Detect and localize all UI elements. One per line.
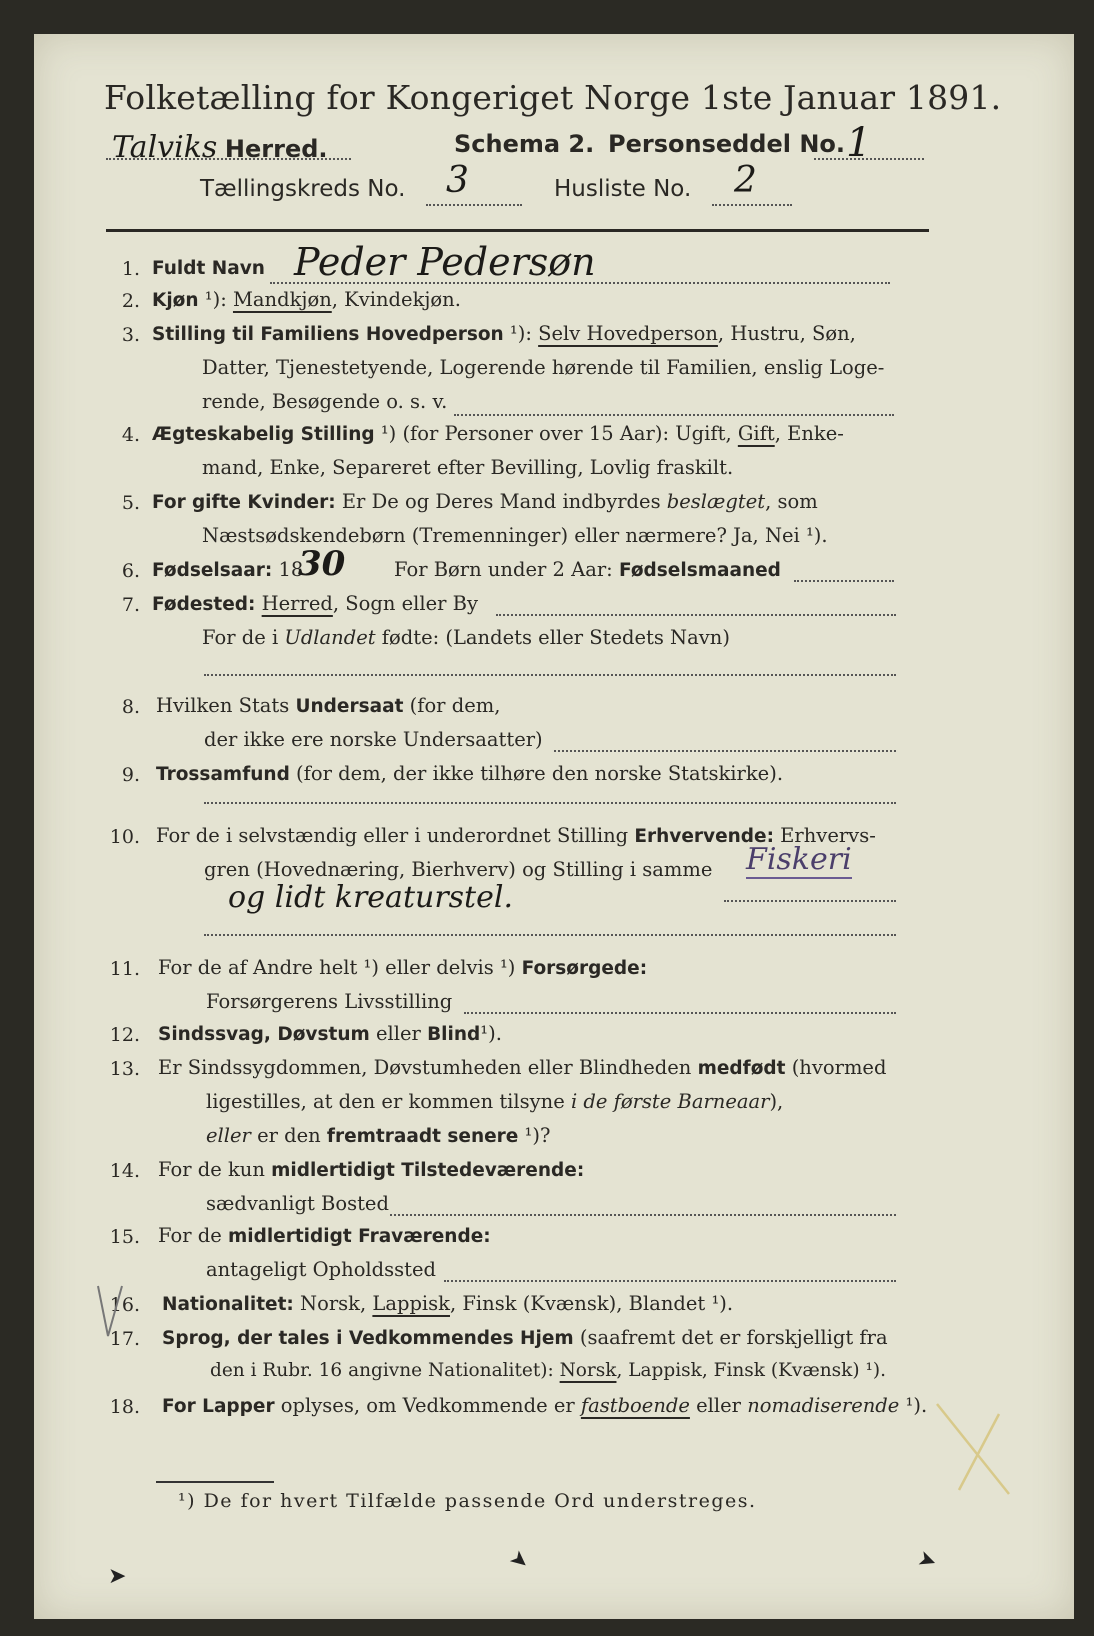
item-number: 12.	[109, 1024, 140, 1046]
item5-line1: For gifte Kvinder: Er De og Deres Mand indbyrdes beslægtet, som	[152, 490, 818, 513]
item-number: 17.	[109, 1328, 140, 1350]
item7-line1: Fødested: Herred, Sogn eller By	[152, 592, 479, 615]
item13-line1: Er Sindssygdommen, Døvstumheden eller Blindheden medfødt (hvormed	[158, 1056, 887, 1079]
husliste-number: 2	[734, 160, 757, 201]
item16-line1: Nationalitet: Norsk, Lappisk, Finsk (Kvænsk), Blandet ¹).	[162, 1292, 734, 1315]
corner-mark-right: ➤	[914, 1545, 941, 1576]
item3-dots	[454, 414, 894, 416]
item18-line1: For Lapper oplyses, om Vedkommende er fastboende eller nomadiserende ¹).	[162, 1394, 928, 1417]
item14-line1: For de kun midlertidigt Tilstedeværende:	[158, 1158, 585, 1181]
husliste-dots	[712, 204, 792, 206]
item-number: 4.	[121, 424, 140, 446]
item-number: 10.	[109, 826, 140, 848]
item-number: 8.	[121, 696, 140, 718]
personseddel-number: 1	[846, 120, 872, 166]
item8-line1: Hvilken Stats Undersaat (for dem,	[156, 694, 501, 717]
form-title: Folketælling for Kongeriget Norge 1ste Januar 1891.	[104, 78, 1002, 117]
item10-dots-2	[204, 934, 896, 936]
birth-year-answer: 30	[298, 544, 346, 584]
item3-line1: Stilling til Familiens Hovedperson ¹): Selv Hovedperson, Hustru, Søn,	[152, 322, 856, 345]
item12-line1: Sindssvag, Døvstum eller Blind¹).	[158, 1022, 502, 1045]
item-number: 16.	[109, 1294, 140, 1316]
item-number: 7.	[121, 594, 140, 616]
item8-dots	[554, 750, 896, 752]
husliste-label: Husliste No.	[554, 176, 692, 202]
item17-line2: den i Rubr. 16 angivne Nationalitet): Norsk, Lappisk, Finsk (Kvænsk) ¹).	[210, 1360, 886, 1381]
item11-dots	[464, 1012, 896, 1014]
item-number: 14.	[109, 1160, 140, 1182]
item-number: 6.	[121, 560, 140, 582]
item8-line2: der ikke ere norske Undersaatter)	[204, 728, 543, 751]
personseddel-dots	[814, 158, 924, 160]
kreds-number: 3	[446, 160, 469, 201]
item9-line1: Trossamfund (for dem, der ikke tilhøre den norske Statskirke).	[156, 762, 784, 785]
full-name-answer: Peder Pedersøn	[294, 240, 596, 284]
item13-line2: ligestilles, at den er kommen tilsyne i de første Barneaar),	[206, 1090, 784, 1113]
item-number: 3.	[121, 324, 140, 346]
herred-dots	[106, 158, 351, 160]
item10-line1: For de i selvstændig eller i underordnet Stilling Erhvervende: Erhvervs-	[156, 824, 876, 847]
footnote: ¹) De for hvert Tilfælde passende Ord understreges.	[178, 1490, 757, 1512]
herred-label: Herred.	[224, 135, 328, 163]
occupation-answer-2: og lidt kreaturstel.	[228, 880, 513, 915]
item4-line2: mand, Enke, Separeret efter Bevilling, Lovlig fraskilt.	[202, 456, 734, 479]
kreds-label: Tællingskreds No.	[200, 176, 406, 202]
census-form-sheet	[34, 34, 1074, 1619]
header-rule	[106, 229, 929, 232]
item-number: 9.	[121, 764, 140, 786]
item-number: 15.	[109, 1226, 140, 1248]
footnote-rule	[156, 1481, 274, 1483]
item14-dots	[390, 1214, 896, 1216]
item11-line1: For de af Andre helt ¹) eller delvis ¹) Forsørgede:	[158, 956, 648, 979]
item-number: 5.	[121, 492, 140, 514]
item6-rest: For Børn under 2 Aar: Fødselsmaaned	[394, 558, 781, 581]
item-number: 2.	[121, 290, 140, 312]
item3-line3: rende, Besøgende o. s. v.	[202, 390, 448, 413]
item7-dots-2	[204, 674, 896, 676]
item15-line2: antageligt Opholdssted	[206, 1258, 437, 1281]
pencil-v-mark	[92, 1282, 132, 1342]
item10-line2: gren (Hovednæring, Bierhverv) og Stilling i samme	[204, 858, 713, 881]
item5-line2: Næstsødskendebørn (Tremenninger) eller nærmere? Ja, Nei ¹).	[202, 524, 828, 547]
item15-line1: For de midlertidigt Fraværende:	[158, 1224, 491, 1247]
item1-label: Fuldt Navn	[152, 258, 265, 279]
item10-dots	[724, 900, 896, 902]
item14-line2: sædvanligt Bosted	[206, 1192, 389, 1215]
item6-label: Fødselsaar: 18	[152, 558, 304, 581]
item-number: 1.	[121, 258, 140, 280]
item7-dots	[496, 614, 896, 616]
item3-line2: Datter, Tjenestetyende, Logerende hørende til Familien, enslig Loge-	[202, 356, 885, 379]
item11-line2: Forsørgerens Livsstilling	[206, 990, 453, 1013]
item1-dots	[270, 282, 890, 284]
item-number: 13.	[109, 1058, 140, 1080]
occupation-answer-1: Fiskeri	[746, 842, 852, 877]
item-number: 18.	[109, 1396, 140, 1418]
corner-mark-left: ➤	[108, 1564, 127, 1589]
item15-dots	[444, 1280, 896, 1282]
item9-dots	[204, 802, 896, 804]
corner-mark-center: ➤	[504, 1544, 535, 1577]
item6-dots	[794, 580, 894, 582]
item2-text: Kjøn ¹): Mandkjøn, Kvindekjøn.	[152, 288, 461, 311]
item-number: 11.	[109, 958, 140, 980]
item17-line1: Sprog, der tales i Vedkommendes Hjem (saafremt det er forskjelligt fra	[162, 1326, 888, 1349]
herred-name: Talviks	[112, 130, 218, 165]
kreds-dots	[426, 204, 522, 206]
schema-label: Schema 2.	[454, 130, 595, 158]
pencil-x-mark	[929, 1394, 1019, 1504]
item4-line1: Ægteskabelig Stilling ¹) (for Personer over 15 Aar): Ugift, Gift, Enke-	[152, 422, 844, 445]
item7-line2: For de i Udlandet fødte: (Landets eller Stedets Navn)	[202, 626, 730, 649]
personseddel-label: Personseddel No.	[608, 130, 846, 158]
item13-line3: eller er den fremtraadt senere ¹)?	[206, 1124, 551, 1147]
